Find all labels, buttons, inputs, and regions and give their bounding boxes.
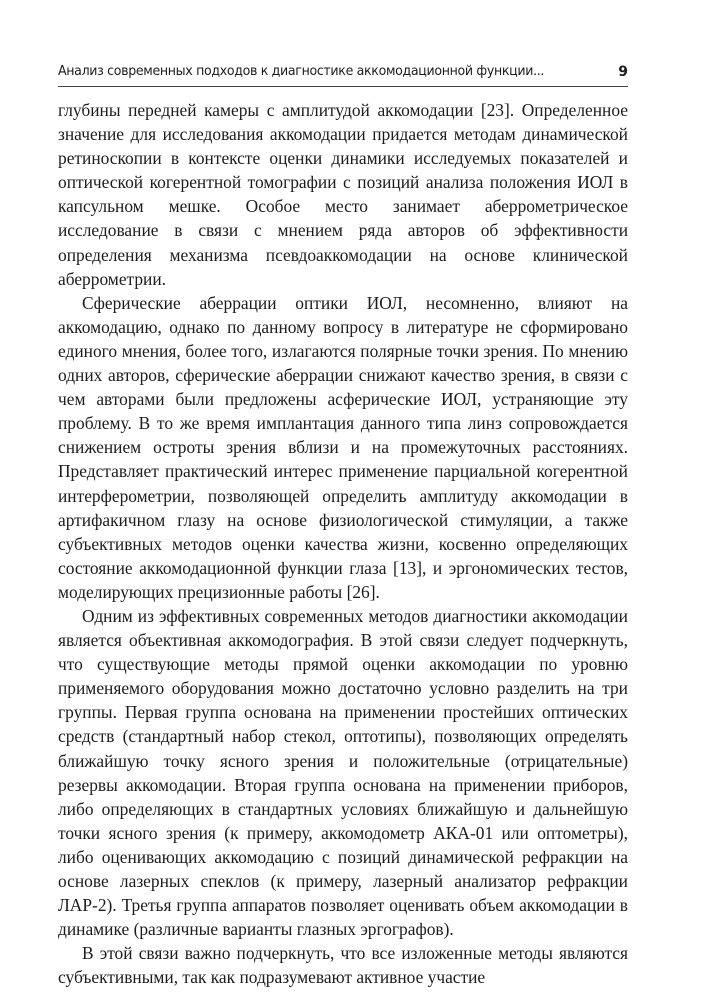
running-header [58,62,628,87]
paragraph-3: Одним из эффективных современных методов диагностики аккомодации является объективная аккомодография. В этой связи следует подчеркнуть, что существующие методы прямой оценки аккомодации по уровню применяемого оборудования можно достаточно условно разделить на три группы. Первая группа основана на применении простейших оптических средств (стандартный набор стекол, оптотипы), позволяющих определять ближайшую точку ясного зрения и положительные (отрицательные) резервы аккомодации. Вторая группа основана на применении приборов, либо определяющих в стандартных условиях ближайшую и дальнейшую точки ясного зрения (к примеру, аккомодометр АКА-01 или оптометры), либо оценивающих аккомодацию с позиций динамической рефракции на основе лазерных спеклов (к примеру, лазерный анализатор рефракции ЛАР-2). Третья группа аппаратов позволяет оценивать объем аккомодации в динамике (различные варианты глазных эргографов). [58,605,628,940]
paragraph-2: Сферические аберрации оптики ИОЛ, несомненно, влияют на аккомодацию, однако по данному вопросу в литературе не сформировано единого мнения, более того, излагаются полярные точки зрения. По мнению одних авторов, сферические аберрации снижают качество зрения, в связи с чем авторами были предложены асферические ИОЛ, устраняющие эту проблему. В то же время имплантация данного типа линз сопровождается снижением остроты зрения вблизи и на промежуточных расстояниях. Представляет практический интерес применение парциальной когерентной интерферометрии, позволяющей определить амплитуду аккомодации в артифакичном глазу на основе физиологической стимуляции, а также субъективных методов оценки качества жизни, косвенно определяющих состояние аккомодационной функции глаза [13], и эргономических тестов, моделирующих прецизионные работы [26]. [58,292,628,602]
header-title: Анализ современных подходов к диагностике аккомодационной функции... [58,64,545,79]
paragraph-4: В этой связи важно подчеркнуть, что все изложенные методы являются субъективными, так как подразумевают активное участие [58,943,628,988]
page-number: 9 [618,64,628,80]
paragraph-1: глубины передней камеры с амплитудой аккомодации [23]. Определенное значение для исследования аккомодации придается методам динамической ретиноскопии в контексте оценки динамики исследуемых показателей и оптической когерентной томографии с позиций анализа положения ИОЛ в капсульном мешке. Особое место занимает аберрометрическое исследование в связи с мнением ряда авторов об эффективности определения механизма псевдоаккомодации на основе клинической аберрометрии. [58,100,628,289]
body-text [58,98,628,989]
